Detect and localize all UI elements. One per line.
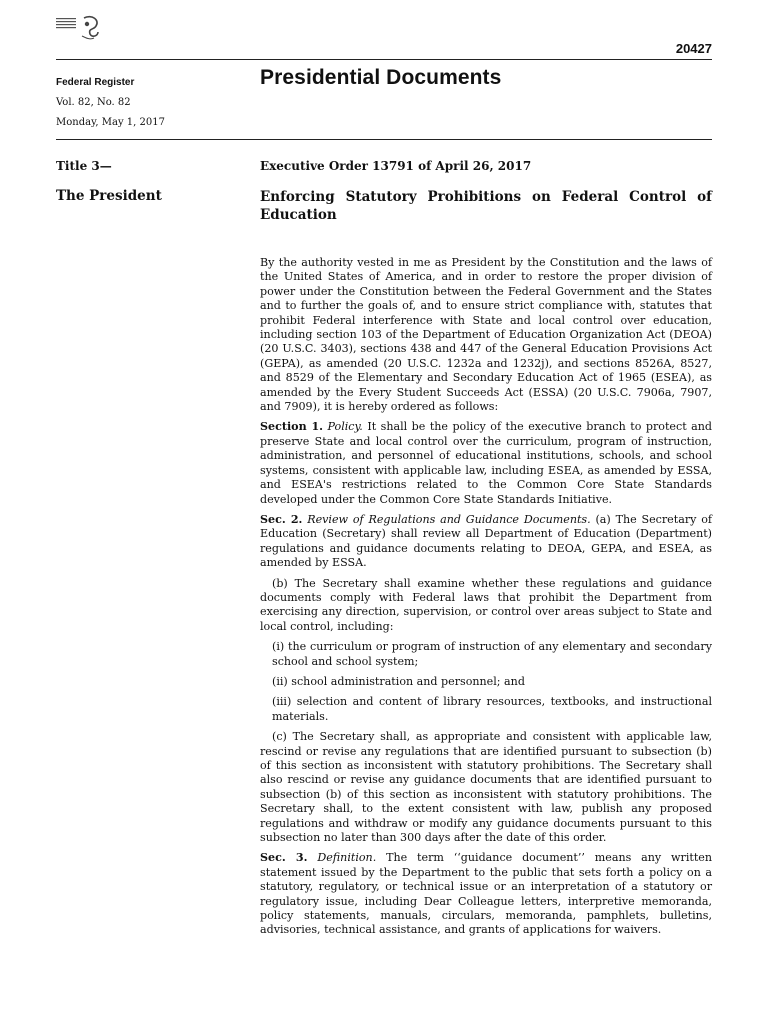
section-2-b-i: (i) the curriculum or program of instruction of any elementary and secondary school and school system; xyxy=(272,640,712,668)
section-2-c: (c) The Secretary shall, as appropriate and consistent with applicable law, rescind or revise any regulations that are identified pursuant to subsection (b) of this section as inconsistent with statutory prohibitions. The Secretary shall also rescind or revise any guidance documents that are identified pursuant to subsection (b) of this section as inconsistent with statutory prohibitions. The Secretary shall, to the extent consistent with law, publish any proposed regulations and withdraw or modify any guidance documents pursuant to this subsection no later than 300 days after the date of this order. xyxy=(260,730,712,845)
section-2-heading: Review of Regulations and Guidance Documents. xyxy=(307,512,591,526)
header-rule xyxy=(56,59,712,60)
section-2 xyxy=(260,513,712,571)
title-subtitle: The President xyxy=(56,188,162,204)
executive-order-number: Executive Order 13791 of April 26, 2017 xyxy=(260,159,532,173)
section-1 xyxy=(260,420,712,506)
register-metadata xyxy=(56,73,165,133)
register-date: Monday, May 1, 2017 xyxy=(56,117,165,128)
title-number: Title 3— xyxy=(56,159,112,173)
section-1-heading: Policy. xyxy=(327,420,363,434)
section-title: Presidential Documents xyxy=(260,66,502,89)
section-2-label: Sec. 2. xyxy=(260,512,303,526)
register-name: Federal Register xyxy=(56,77,135,88)
section-2-a: (a) The Secretary of Education (Secretary) shall review all Department of Education (Department) regulations and guidance documents relating to DEOA, GEPA, and ESEA, as amended by ESSA. xyxy=(260,512,712,570)
section-2-b-ii: (ii) school administration and personnel; and xyxy=(272,674,525,688)
section-3 xyxy=(260,851,712,937)
section-3-heading: Definition. xyxy=(317,851,377,865)
section-1-text: It shall be the policy of the executive branch to protect and preserve State and local control over the curriculum, program of instruction, administration, and personnel of educational institutions, schools, and school systems, consistent with applicable law, including ESEA, as amended by ESSA, and ESEA's restrictions related to the Common Core State Standards developed under the Common Core State Standards Initiative. xyxy=(260,420,712,506)
section-2-b-iii: (iii) selection and content of library resources, textbooks, and instructional materials. xyxy=(272,695,712,723)
section-rule xyxy=(56,139,712,140)
section-3-text: The term ‘‘guidance document’’ means any written statement issued by the Department to the public that sets forth a policy on a statutory, regulatory, or technical issue or an interpretation of a statutory or regulatory issue, including Dear Colleague letters, interpretive memoranda, policy statements, manuals, circulars, memoranda, pamphlets, bulletins, advisories, technical assistance, and grants of applications for waivers. xyxy=(260,851,713,937)
section-1-label: Section 1. xyxy=(260,420,324,434)
page-number: 20427 xyxy=(675,41,712,56)
preamble: By the authority vested in me as President by the Constitution and the laws of the United States of America, and in order to restore the proper division of power under the Constitution between the Federal Government and the States and to further the goals of, and to ensure strict compliance with, statutes that prohibit Federal interference with State and local control over education, including section 103 of the Department of Education Organization Act (DEOA) (20 U.S.C. 3403), sections 438 and 447 of the General Education Provisions Act (GEPA), as amended (20 U.S.C. 1232a and 1232j), and sections 8526A, 8527, and 8529 of the Elementary and Secondary Education Act of 1965 (ESEA), as amended by the Every Student Succeeds Act (ESSA) (20 U.S.C. 7906a, 7907, and 7909), it is hereby ordered as follows: xyxy=(260,256,712,414)
section-2-b: (b) The Secretary shall examine whether these regulations and guidance documents comply with Federal laws that prohibit the Department from exercising any direction, supervision, or control over areas subject to State and local control, including: xyxy=(260,576,712,633)
register-volume: Vol. 82, No. 82 xyxy=(56,97,131,108)
order-body xyxy=(260,256,712,944)
executive-order-title: Enforcing Statutory Prohibitions on Federal Control of Education xyxy=(260,189,712,223)
gpo-authenticated-logo-icon xyxy=(54,14,104,42)
section-3-label: Sec. 3. xyxy=(260,851,308,865)
